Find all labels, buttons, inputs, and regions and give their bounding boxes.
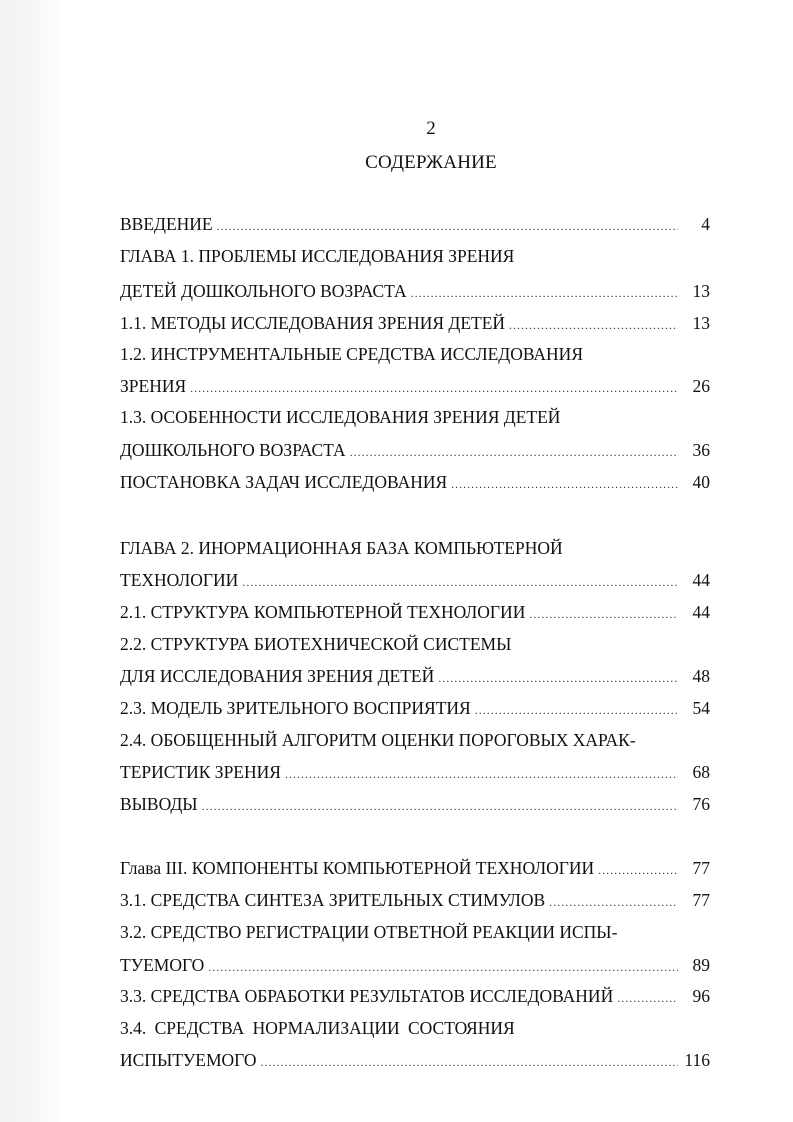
toc-entry: [120, 857, 710, 879]
toc-entry-text: ГЛАВА 1. ПРОБЛЕМЫ ИССЛЕДОВАНИЯ ЗРЕНИЯ: [120, 246, 515, 266]
toc-entry-page: 77: [692, 890, 710, 910]
toc-entry: [120, 439, 710, 461]
toc-entry-page: 13: [692, 281, 710, 301]
toc-entry-text: ЗРЕНИЯ: [120, 376, 187, 396]
toc-entry: [120, 1049, 710, 1071]
toc-entry-text: ГЛАВА 2. ИНОРМАЦИОННАЯ БАЗА КОМПЬЮТЕРНОЙ: [120, 538, 563, 558]
toc-entry-text: 2.3. МОДЕЛЬ ЗРИТЕЛЬНОГО ВОСПРИЯТИЯ: [120, 698, 471, 718]
toc-entry-page: 54: [692, 698, 710, 718]
toc-entry-text: ТЕРИСТИК ЗРЕНИЯ: [120, 762, 281, 782]
toc-leader-dots: [190, 377, 678, 399]
toc-entry-page: 36: [692, 440, 710, 460]
toc-entry-text: ИСПЫТУЕМОГО: [120, 1050, 257, 1070]
toc-entry: [120, 406, 710, 428]
toc-entry: [120, 312, 710, 334]
toc-entry-text: 1.2. ИНСТРУМЕНТАЛЬНЫЕ СРЕДСТВА ИССЛЕДОВАНИЯ: [120, 344, 583, 364]
toc-entry-page: 44: [692, 602, 710, 622]
toc-entry: [120, 761, 710, 783]
toc-entry-text: 2.2. СТРУКТУРА БИОТЕХНИЧЕСКОЙ СИСТЕМЫ: [120, 634, 512, 654]
toc-entry-text: ПОСТАНОВКА ЗАДАЧ ИССЛЕДОВАНИЯ: [120, 472, 448, 492]
page-title: СОДЕРЖАНИЕ: [365, 152, 497, 173]
toc-entry: [120, 1017, 710, 1039]
toc-entry-text: 3.4. СРЕДСТВА НОРМАЛИЗАЦИИ СОСТОЯНИЯ: [120, 1018, 515, 1038]
toc-entry-page: 96: [692, 986, 710, 1006]
toc-entry-page: 116: [684, 1050, 710, 1070]
toc-leader-dots: [350, 441, 678, 463]
toc-entry-text: ДОШКОЛЬНОГО ВОЗРАСТА: [120, 440, 346, 460]
toc-entry-page: 89: [692, 955, 710, 975]
toc-entry: [120, 954, 710, 976]
toc-leader-dots: [475, 699, 678, 721]
toc-entry: [120, 343, 710, 365]
toc-entry-text: ВВЕДЕНИЕ: [120, 214, 213, 234]
toc-leader-dots: [208, 956, 678, 978]
toc-leader-dots: [451, 473, 678, 495]
toc-entry-page: 68: [692, 762, 710, 782]
toc-entry-page: 26: [692, 376, 710, 396]
toc-entry: [120, 537, 710, 559]
toc-entry: [120, 729, 710, 751]
toc-leader-dots: [509, 314, 678, 336]
toc-entry-text: Глава III. КОМПОНЕНТЫ КОМПЬЮТЕРНОЙ ТЕХНОЛОГИИ: [120, 858, 595, 878]
toc-entry-text: 3.3. СРЕДСТВА ОБРАБОТКИ РЕЗУЛЬТАТОВ ИССЛЕДОВАНИЙ: [120, 986, 614, 1006]
toc-leader-dots: [438, 667, 678, 689]
toc-leader-dots: [529, 603, 678, 625]
page-number: 2: [426, 118, 436, 139]
toc-entry-page: 4: [701, 214, 710, 234]
toc-entry: [120, 375, 710, 397]
toc-leader-dots: [242, 571, 678, 593]
toc-leader-dots: [285, 763, 678, 785]
toc-leader-dots: [598, 859, 678, 881]
toc-entry-page: 77: [692, 858, 710, 878]
toc-entry: [120, 280, 710, 302]
toc-entry-text: 1.3. ОСОБЕННОСТИ ИССЛЕДОВАНИЯ ЗРЕНИЯ ДЕТЕЙ: [120, 407, 561, 427]
toc-leader-dots: [261, 1051, 679, 1073]
toc-entry: [120, 245, 710, 267]
toc-entry-page: 13: [692, 313, 710, 333]
toc-entry-page: 76: [692, 794, 710, 814]
toc-entry: [120, 985, 710, 1007]
toc-entry: [120, 471, 710, 493]
toc-entry: [120, 889, 710, 911]
toc-entry-text: ДЛЯ ИССЛЕДОВАНИЯ ЗРЕНИЯ ДЕТЕЙ: [120, 666, 435, 686]
toc-entry: [120, 921, 710, 943]
toc-leader-dots: [549, 891, 678, 913]
toc-entry-page: 48: [692, 666, 710, 686]
toc-leader-dots: [411, 282, 678, 304]
toc-entry: [120, 793, 710, 815]
toc-entry: [120, 633, 710, 655]
toc-entry-text: 3.2. СРЕДСТВО РЕГИСТРАЦИИ ОТВЕТНОЙ РЕАКЦИИ ИСПЫ-: [120, 922, 618, 942]
toc-leader-dots: [217, 215, 678, 237]
toc-entry-page: 40: [692, 472, 710, 492]
toc-entry: [120, 213, 710, 235]
toc-leader-dots: [617, 987, 678, 1009]
toc-entry: [120, 697, 710, 719]
toc-entry-text: ДЕТЕЙ ДОШКОЛЬНОГО ВОЗРАСТА: [120, 281, 407, 301]
toc-entry-text: ВЫВОДЫ: [120, 794, 198, 814]
toc-entry-text: 2.1. СТРУКТУРА КОМПЬЮТЕРНОЙ ТЕХНОЛОГИИ: [120, 602, 526, 622]
toc-leader-dots: [202, 795, 678, 817]
toc-entry-text: 3.1. СРЕДСТВА СИНТЕЗА ЗРИТЕЛЬНЫХ СТИМУЛОВ: [120, 890, 546, 910]
toc-entry-text: 2.4. ОБОБЩЕННЫЙ АЛГОРИТМ ОЦЕНКИ ПОРОГОВЫХ ХАРАК-: [120, 730, 636, 750]
toc-entry: [120, 665, 710, 687]
toc-entry-text: ТЕХНОЛОГИИ: [120, 570, 239, 590]
toc-entry-page: 44: [692, 570, 710, 590]
toc-entry-text: 1.1. МЕТОДЫ ИССЛЕДОВАНИЯ ЗРЕНИЯ ДЕТЕЙ: [120, 313, 506, 333]
toc-entry: [120, 601, 710, 623]
toc-entry-text: ТУЕМОГО: [120, 955, 205, 975]
toc-entry: [120, 569, 710, 591]
